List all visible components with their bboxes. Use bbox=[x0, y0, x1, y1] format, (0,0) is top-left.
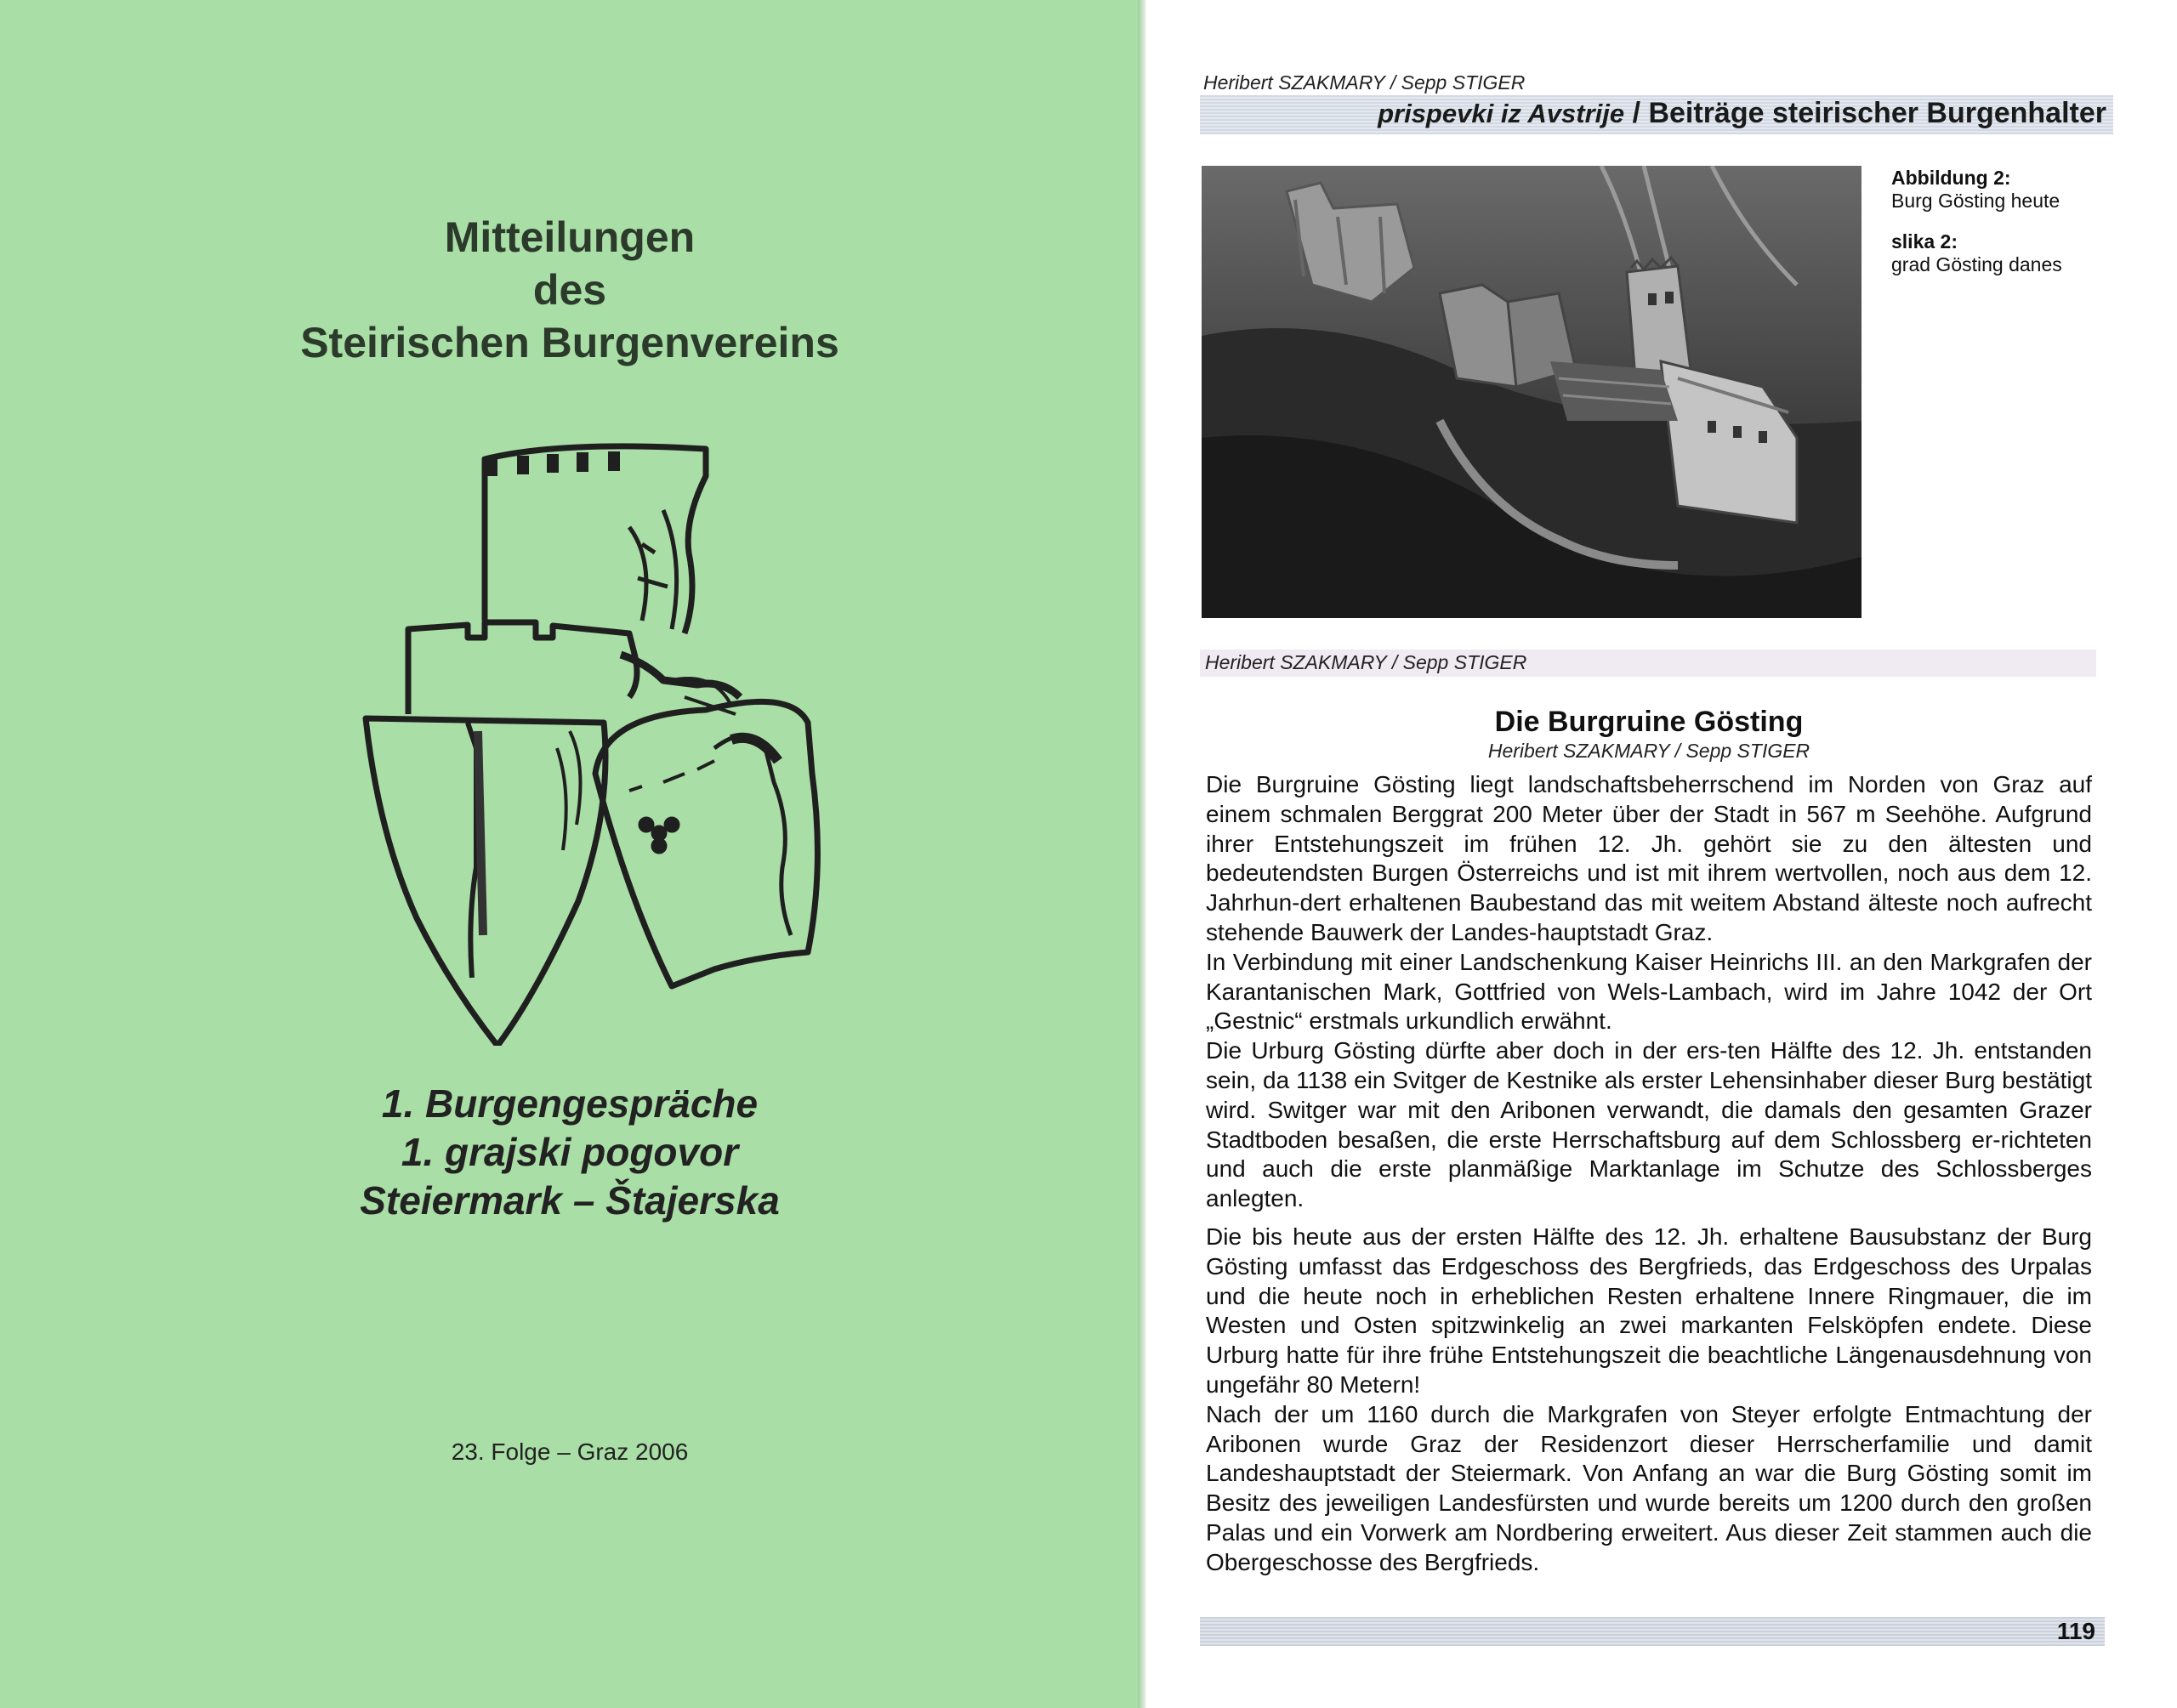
cover-title-line: des bbox=[532, 266, 607, 314]
header-title-slovene: prispevki iz Avstrije bbox=[1378, 99, 1625, 128]
article-paragraph: Nach der um 1160 durch die Markgrafen von Steyer erfolgte Entmachtung der Aribonen wurde Graz der Residenzort dieser Herrscherfamilie und damit Landeshauptstadt der Steiermark. Von Anfang an war die Burg Gösting somit im Besitz des jeweiligen Landesfürsten und wurde bereits um 1200 durch den großen Palas und ein Vorwerk am Nordbering erweitert. Aus dieser Zeit stammen auch die Obergeschosse des Bergfrieds. bbox=[1206, 1400, 2092, 1575]
cover-subtitle-line: 1. Burgengespräche bbox=[381, 1081, 759, 1126]
article-paragraph: Die Urburg Gösting dürfte aber doch in der ers-ten Hälfte des 12. Jh. entstanden sein, da 1138 ein Svitger de Kestnike als erster Lehensinhaber dieser Burg bestätigt wird. Switger war mit den Aribonen verwandt, die damals den gesamten Grazer Stadtboden besaßen, die erste Herrschaftsburg auf dem Schlossberg er-richteten und auch die erste planmäßige Marktanlage im Schutze des Schlossberges anlegten. bbox=[1206, 1037, 2092, 1212]
caption-label-de: Abbildung 2: bbox=[1891, 167, 2011, 189]
caption-text-sl: grad Gösting danes bbox=[1891, 253, 2062, 275]
cover-title bbox=[0, 211, 1140, 369]
lower-tower bbox=[408, 622, 637, 714]
caption-label-sl: slika 2: bbox=[1891, 230, 1958, 253]
article-paragraph: In Verbindung mit einer Landschenkung Kaiser Heinrichs III. an den Markgrafen der Karantanischen Mark, Gottfried von Wels-Lambach, wird im Jahre 1042 der Ort „Gestnic“ erstmals urkundlich erwähnt. bbox=[1206, 948, 2092, 1035]
book-gutter bbox=[1138, 0, 1146, 1708]
cover-series: 23. Folge – Graz 2006 bbox=[451, 1438, 689, 1465]
article-paragraph: Die bis heute aus der ersten Hälfte des 12. Jh. erhaltene Bausubstanz der Burg Gösting umfasst das Erdgeschoss des Bergfrieds, das Erdgeschoss des Urpalas und die heute noch in erheblichen Resten erhaltene Innere Ringmauer, die im Westen und Osten spitzwinkelig an zwei markanten Felsköpfen endete. Diese Urburg hatte für ihre frühe Entstehungszeit die beachtliche Längenausdehnung von ungefähr 80 Metern! bbox=[1206, 1223, 2092, 1398]
article-band-author: Heribert SZAKMARY / Sepp STIGER bbox=[1205, 651, 1527, 673]
header-author: Heribert SZAKMARY / Sepp STIGER bbox=[1203, 71, 1526, 94]
cover-title-line: Steirischen Burgenvereins bbox=[300, 319, 839, 366]
cover-subtitle bbox=[0, 1080, 1140, 1225]
cover-subtitle-line: Steiermark – Štajerska bbox=[360, 1178, 780, 1223]
figure-caption bbox=[1891, 167, 2062, 276]
header-title-separator: / bbox=[1624, 97, 1649, 129]
caption-text-de: Burg Gösting heute bbox=[1891, 190, 2060, 212]
article-title: Die Burgruine Gösting bbox=[1494, 706, 1804, 738]
header-title bbox=[1378, 97, 2106, 130]
castle-crest-logo bbox=[349, 425, 850, 1046]
cover-title-line: Mitteilungen bbox=[444, 213, 696, 261]
article-paragraph: Die Burgruine Gösting liegt landschaftsbeherrschend im Norden von Graz auf einem schmalen Berggrat 200 Meter über der Stadt in 567 m Seehöhe. Aufgrund ihrer Entstehungszeit im frühen 12. Jh. gehört sie zu den ältesten und bedeutendsten Burgen Österreichs und ist mit ihrem wertvollen, noch aus dem 12. Jahrhun-dert erhaltenen Baubestand das mit weitem Abstand älteste noch aufrecht stehende Bauwerk der Landes-hauptstadt Graz. bbox=[1206, 771, 2092, 945]
footer-band bbox=[1200, 1617, 2105, 1646]
article-byline: Heribert SZAKMARY / Sepp STIGER bbox=[1487, 740, 1810, 762]
header-title-german: Beiträge steirischer Burgenhalter bbox=[1648, 97, 2106, 129]
page-number: 119 bbox=[2056, 1618, 2095, 1644]
article-body bbox=[1206, 770, 2092, 1578]
castle-ruin-photo bbox=[1202, 166, 1862, 618]
cover-subtitle-line: 1. grajski pogovor bbox=[401, 1130, 739, 1174]
